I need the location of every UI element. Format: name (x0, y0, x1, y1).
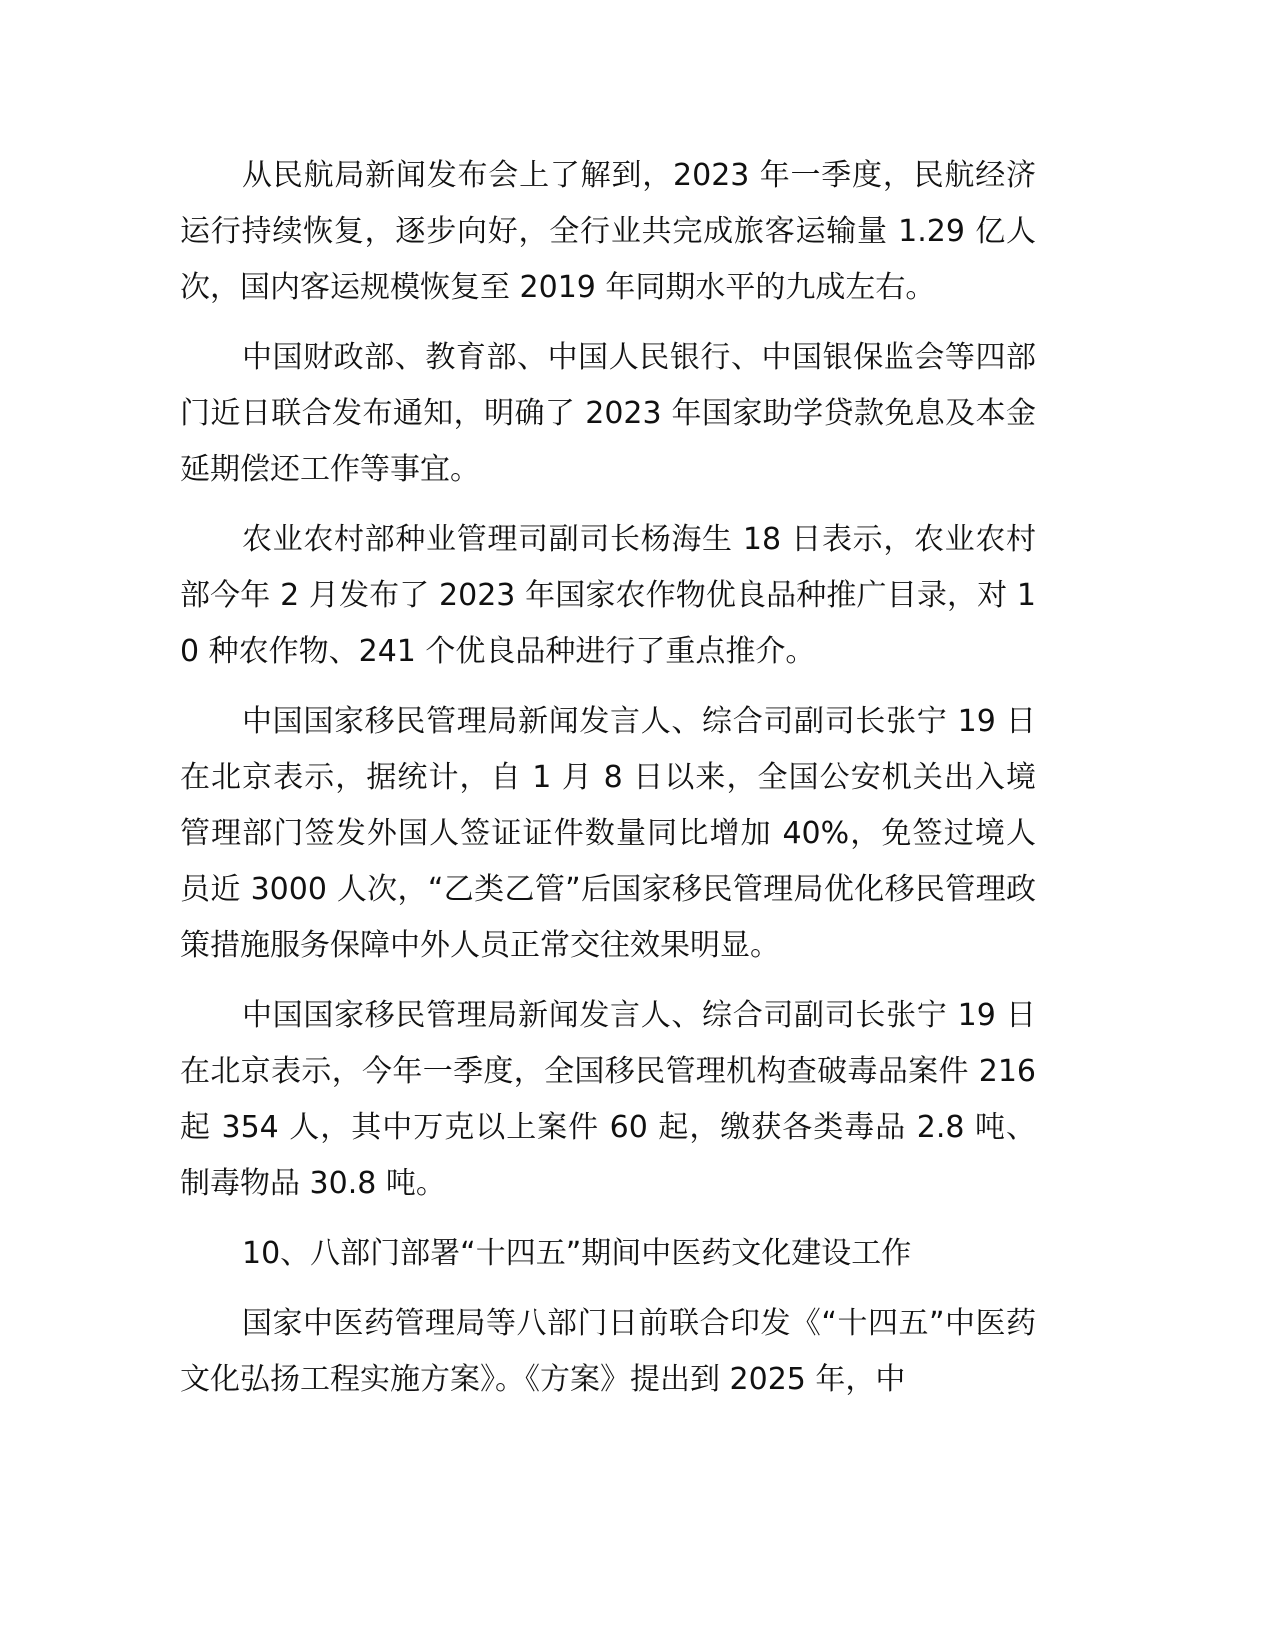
paragraph-tcm-plan: 国家中医药管理局等八部门日前联合印发《“十四五”中医药文化弘扬工程实施方案》。《方案》提出到 2025 年，中 (180, 1306, 1036, 1397)
paragraph-crop-varieties: 农业农村部种业管理司副司长杨海生 18 日表示，农业农村部今年 2 月发布了 2023 年国家农作物优良品种推广目录，对 10 种农作物、241 个优良品种进行了重点推介。 (180, 522, 1036, 669)
paragraph-immigration-visas: 中国国家移民管理局新闻发言人、综合司副司长张宁 19 日在北京表示，据统计，自 1 月 8 日以来，全国公安机关出入境管理部门签发外国人签证证件数量同比增加 40%，免签过境人员近 3000 人次，“乙类乙管”后国家移民管理局优化移民管理政策措施服务保障中外人员正常交往效果明显。 (180, 704, 1036, 963)
document-page (180, 148, 1036, 1422)
section-heading-tcm-culture: 10、八部门部署“十四五”期间中医药文化建设工作 (242, 1236, 912, 1271)
paragraph-student-loans: 中国财政部、教育部、中国人民银行、中国银保监会等四部门近日联合发布通知，明确了 2023 年国家助学贷款免息及本金延期偿还工作等事宜。 (180, 340, 1036, 487)
paragraph-civil-aviation: 从民航局新闻发布会上了解到，2023 年一季度，民航经济运行持续恢复，逐步向好，全行业共完成旅客运输量 1.29 亿人次，国内客运规模恢复至 2019 年同期水平的九成左右。 (180, 158, 1036, 305)
paragraph-drug-cases: 中国国家移民管理局新闻发言人、综合司副司长张宁 19 日在北京表示，今年一季度，全国移民管理机构查破毒品案件 216 起 354 人，其中万克以上案件 60 起，缴获各类毒品 2.8 吨、制毒物品 30.8 吨。 (180, 998, 1036, 1201)
